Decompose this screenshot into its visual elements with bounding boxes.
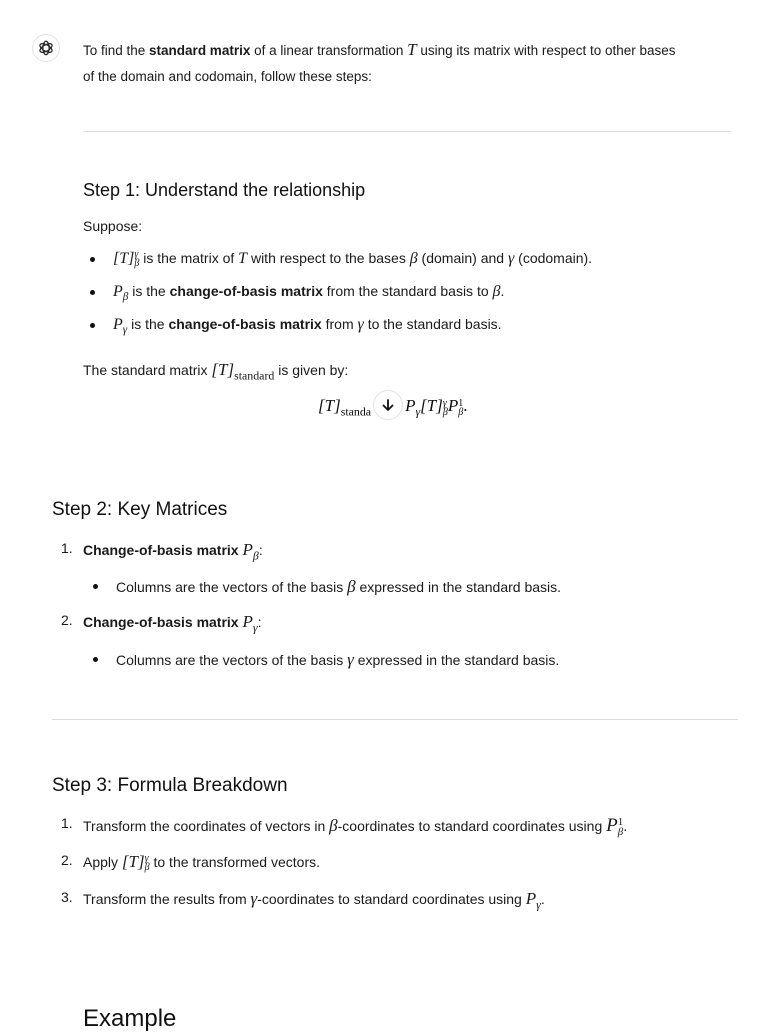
list-item: [T] γ β is the matrix of T with respect to the bases β (domain) and γ (codomain). — [113, 249, 593, 270]
formula-left: $[T]_{standa}$ — [318, 396, 372, 419]
assistant-avatar — [32, 34, 60, 62]
list-item: 2. Change-of-basis matrix $P_\gamma$: — [61, 612, 262, 635]
intro-text: of the domain and codomain, follow these steps: — [83, 69, 372, 84]
intro-text: using its matrix with respect to other bases — [416, 43, 676, 58]
list-item: $P_\gamma$ is the change-of-basis matrix from γ to the standard basis. — [113, 316, 502, 337]
intro-bold: standard matrix — [149, 43, 251, 58]
intro-text: of a linear transformation — [250, 43, 408, 58]
suppose-text: Suppose: — [83, 218, 143, 234]
intro-paragraph — [83, 37, 743, 90]
math-symbol: [T] γ β — [113, 249, 140, 270]
divider — [83, 131, 731, 132]
math-symbol: T — [407, 40, 417, 59]
formula-right: $P_\gamma[T]$ γ β P 1 β . — [405, 396, 468, 419]
math-symbol: $P_\beta$ — [113, 283, 129, 304]
list-item: Columns are the vectors of the basis β expressed in the standard basis. — [116, 577, 562, 596]
intro-text: To find the — [83, 43, 150, 58]
list-item: 1. Transform the coordinates of vectors in β-coordinates to standard coordinates using P 1 β . — [61, 815, 628, 838]
divider — [52, 719, 738, 720]
step1-heading: Step 1: Understand the relationship — [83, 180, 366, 200]
math-symbol: $P_\gamma$ — [113, 316, 128, 337]
list-item: Columns are the vectors of the basis γ expressed in the standard basis. — [116, 650, 560, 669]
step2-heading: Step 2: Key Matrices — [52, 499, 228, 520]
standard-matrix-text: The standard matrix $[T]_{standard}$ is given by: — [83, 360, 349, 383]
list-item: 3. Transform the results from γ-coordinates to standard coordinates using $P_\gamma$. — [61, 889, 545, 912]
list-item: $P_\beta$ is the change-of-basis matrix from the standard basis to β. — [113, 283, 505, 304]
step3-heading: Step 3: Formula Breakdown — [52, 775, 288, 796]
list-item: 2. Apply [T] γ β to the transformed vectors. — [61, 852, 320, 874]
example-heading: Example — [83, 1005, 177, 1032]
list-item: 1. Change-of-basis matrix $P_\beta$: — [61, 540, 263, 563]
openai-logo-icon — [37, 39, 55, 57]
arrow-down-icon — [381, 398, 395, 412]
scroll-down-button[interactable] — [373, 390, 403, 420]
display-formula — [318, 392, 467, 422]
